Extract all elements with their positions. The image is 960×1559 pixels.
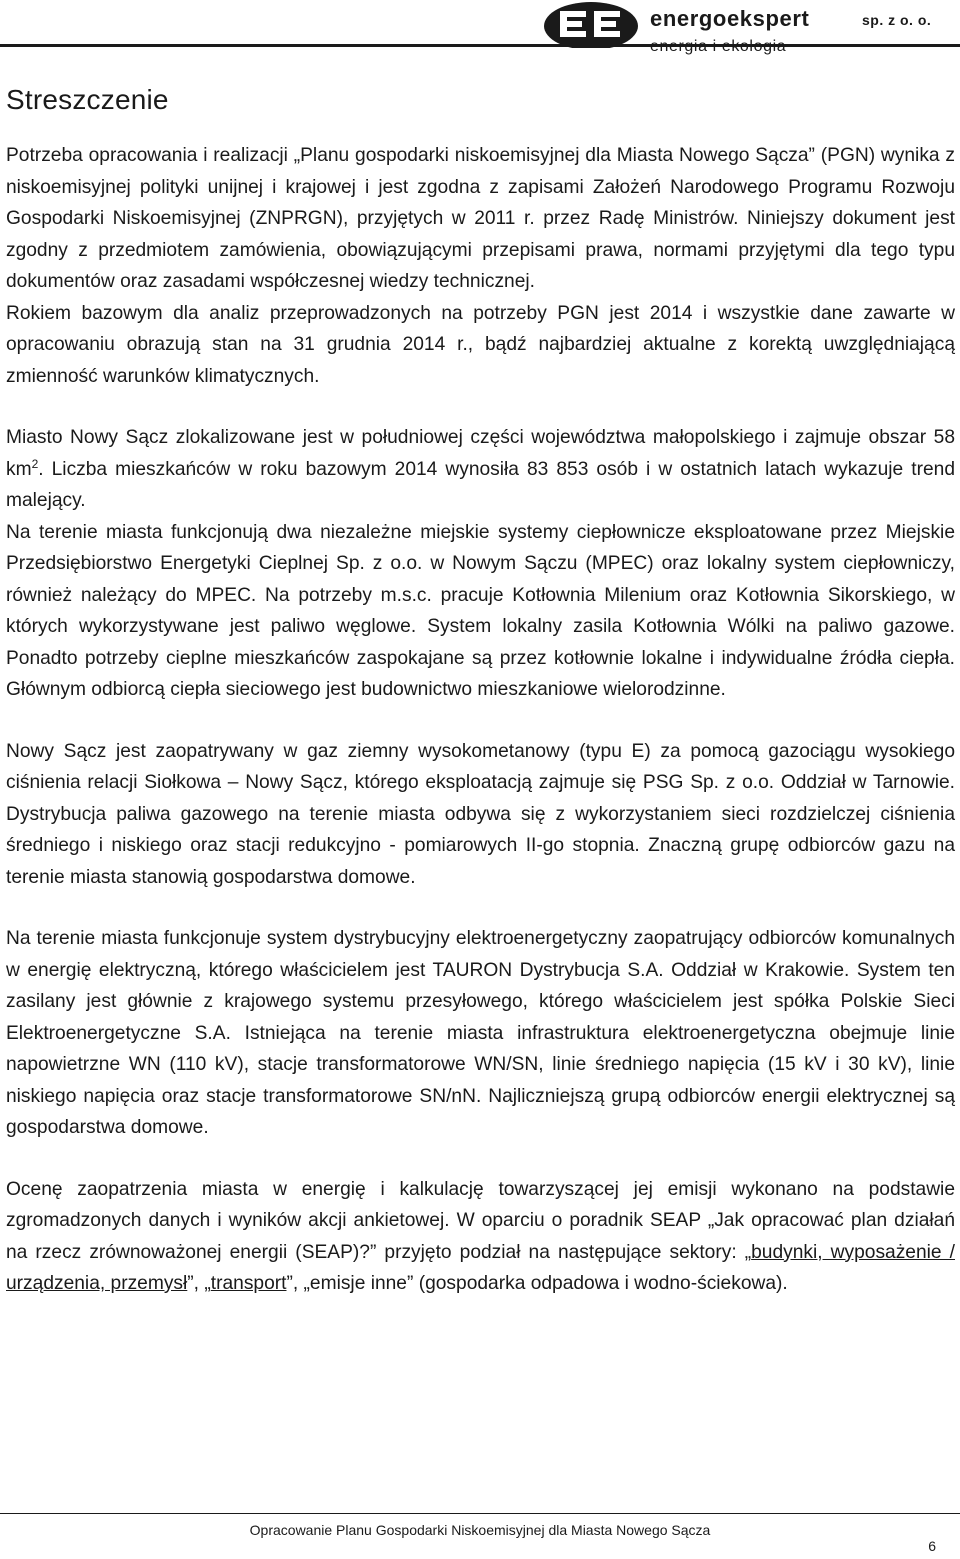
paragraph-location: Miasto Nowy Sącz zlokalizowane jest w południowej części województwa małopolskiego i zajmuje obszar 58 $km^2$. Liczba mieszkańców w roku bazowym 2014 wynosiła 83 853 osób i w ostatnich latach wykazuje trend malejący.: [6, 427, 955, 511]
footer-rule: [0, 1513, 960, 1514]
paragraph-gas: Nowy Sącz jest zaopatrywany w gaz ziemny wysokometanowy (typu E) za pomocą gazociągu wysokiego ciśnienia relacji Siołkowa – Nowy Sącz, którego eksploatacją zajmuje się PSG Sp. z o.o. Oddział w Tarnowie. Dystrybucja paliwa gazowego na terenie miasta odbywa się z wykorzystaniem sieci rozdzielczej ciśnienia średniego i niskiego oraz stacji redukcyjno - pomiarowych II-go stopnia. Znaczną grupę odbiorców gazu na terenie miasta stanowią gospodarstwa domowe.: [6, 740, 955, 888]
document-body: [6, 140, 955, 1300]
paragraph-intro: Potrzeba opracowania i realizacji „Planu gospodarki niskoemisyjnej dla Miasta Nowego Sącza” (PGN) wynika z niskoemisyjnej polityki unijnej i krajowej i jest zgodna z zapisami Założeń Narodowego Programu Rozwoju Gospodarki Niskoemisyjnej (ZNPRGN), przyjętych w 2011 r. przez Radę Ministrów. Niniejszy dokument jest zgodny z przedmiotem zamówienia, obowiązującymi przepisami prawa, normami przyjętymi dla tego typu dokumentów oraz zasadami współczesnej wiedzy technicznej.: [6, 145, 955, 292]
brand-tagline: [650, 38, 786, 56]
paragraph-assessment: Ocenę zaopatrzenia miasta w energię i kalkulację towarzyszącej jej emisji wykonano na podstawie zgromadzonych danych i wyników akcji ankietowej. W oparciu o poradnik SEAP „Jak opracować plan działań na rzecz zrównoważonej energii (SEAP)?” przyjęto podział na następujące sektory: „budynki, wyposażenie / urządzenia, przemysł”, „transport”, „emisje inne” (gospodarka odpadowa i wodno-ściekowa).: [6, 1178, 955, 1294]
footer-text: Opracowanie Planu Gospodarki Niskoemisyjnej dla Miasta Nowego Sącza: [249, 1522, 711, 1538]
header-rule: [0, 44, 960, 47]
paragraph-base-year: Rokiem bazowym dla analiz przeprowadzonych na potrzeby PGN jest 2014 i wszystkie dane zawarte w opracowaniu obrazują stan na 31 grudnia 2014 r., bądź najbardziej aktualne z korektą uwzględniającą zmienność warunków klimatycznych.: [6, 302, 955, 387]
page-number: 6: [928, 1538, 936, 1554]
paragraph-heating: Na terenie miasta funkcjonują dwa niezależne miejskie systemy ciepłownicze eksploatowane przez Miejskie Przedsiębiorstwo Energetyki Cieplnej Sp. z o.o. w Nowym Sączu (MPEC) oraz lokalny system ciepłowniczy, również należący do MPEC. Na potrzeby m.s.c. pracuje Kotłownia Milenium oraz Kotłownia Sikorskiego, w których wykorzystywane jest paliwo węglowe. System lokalny zasila Kotłownia Wólki na paliwo gazowe. Ponadto potrzeby cieplne mieszkańców zaspokajane są przez kotłownie lokalne i indywidualne źródła ciepła. Głównym odbiorcą ciepła sieciowego jest budownictwo mieszkaniowe wielorodzinne.: [6, 521, 955, 700]
sector-transport: transport: [210, 1273, 287, 1294]
brand-legal-form: sp. z o. o.: [862, 12, 932, 28]
paragraph-electricity: Na terenie miasta funkcjonuje system dystrybucyjny elektroenergetyczny zaopatrujący odbiorców komunalnych w energię elektryczną, którego właścicielem jest TAURON Dystrybucja S.A. Oddział w Krakowie. System ten zasilany jest głównie z krajowego systemu przesyłowego, którego właścicielem jest spółka Polskie Sieci Elektroenergetyczne S.A. Istniejąca na terenie miasta infrastruktura elektroenergetyczna obejmuje linie napowietrzne WN (110 kV), stacje transformatorowe WN/SN, linie średniego napięcia (15 kV i 30 kV), linie niskiego napięcia oraz stacje transformatorowe SN/nN. Najliczniejszą grupą odbiorców energii elektrycznej są gospodarstwa domowe.: [6, 928, 955, 1138]
sector-buildings: budynki, wyposażenie / urządzenia, przemysł: [6, 1241, 955, 1294]
page-title: Streszczenie: [6, 84, 169, 115]
page-header: [0, 0, 960, 46]
brand-name: energoekspert: [650, 6, 810, 31]
energoekspert-logo: [542, 0, 640, 48]
